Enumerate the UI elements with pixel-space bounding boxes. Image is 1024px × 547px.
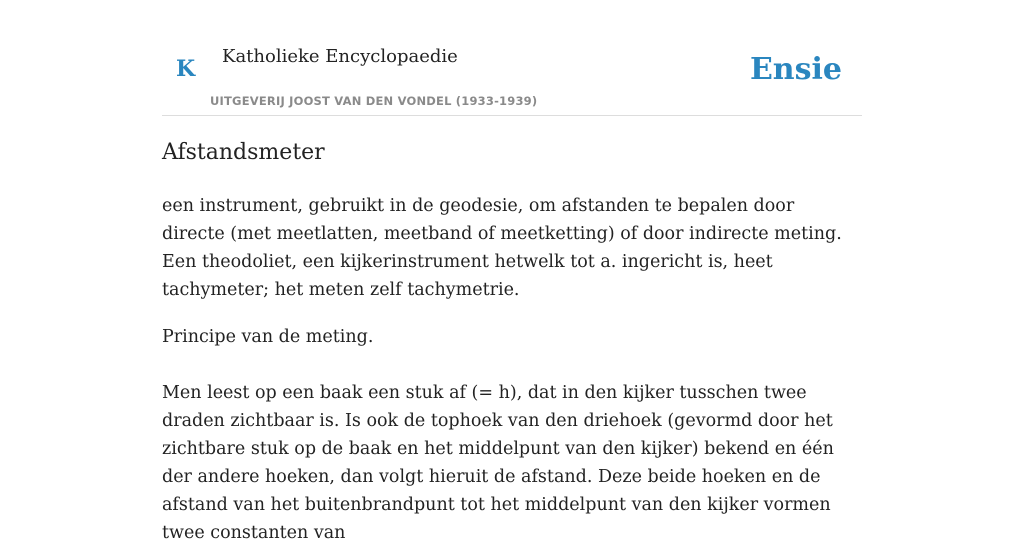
article-title: Afstandsmeter (162, 140, 325, 165)
site-header (162, 0, 862, 116)
ensie-brand-link[interactable]: Ensie (749, 52, 842, 87)
article-paragraph: een instrument, gebruikt in de geodesie, om afstanden te bepalen door directe (met meetlatten, meetband of meetketting) of door indirecte meting. Een theodoliet, een kijkerinstrument hetwelk tot a. ingericht is, heet tachymeter; het meten zelf tachymetrie. (162, 196, 842, 300)
site-logo-icon[interactable]: K (176, 56, 196, 82)
page (162, 0, 862, 543)
article-paragraph: Men leest op een baak een stuk af (= h), dat in den kijker tusschen twee draden zichtbaar is. Is ook de tophoek van den driehoek (gevormd door het zichtbare stuk op de baak en het middelpunt van den kijker) bekend en één der andere hoeken, dan volgt hieruit de afstand. Deze beide hoeken en de afstand van het buitenbrandpunt tot het middelpunt van den kijker vormen twee constanten van (162, 383, 834, 543)
article-paragraph: Principe van de meting. (162, 327, 374, 347)
publisher-subtitle: UITGEVERIJ JOOST VAN DEN VONDEL (1933-1939) (210, 94, 538, 108)
site-name[interactable]: Katholieke Encyclopaedie (222, 46, 458, 67)
